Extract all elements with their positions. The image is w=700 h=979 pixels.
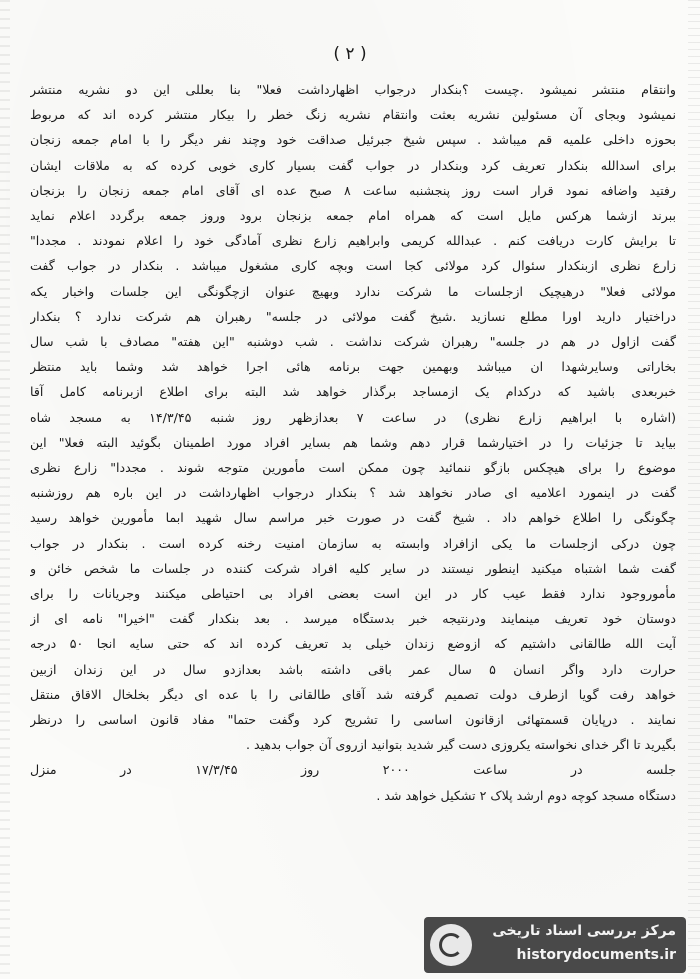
body-line: خواهد رفت گویا ازطرف دولت تصمیم گرفته شد آقای طالقانی را با عده ای دیگر بخلخال الاقاق منتقل	[30, 686, 676, 702]
document-body	[30, 77, 676, 808]
body-line: گفت ازاول در هم در جلسه" رهبران شرکت نداشت . شب دوشنبه "این هفته" مصادف با شب سال	[30, 334, 676, 350]
body-line: بخاراتی وسایرشهدا ان میباشد وبهمین جهت برنامه هائی اجرا خواهد شد وشما باید منتظر	[30, 359, 676, 375]
body-line: مولائی فعلا" درهیچیک ازجلسات ما شرکت ندارد وبهیچ عنوان ازچگونگی این جلسات واخبار یکه	[30, 283, 676, 299]
body-line: تا برایش کارت دریافت کنم . عبدالله کریمی وابراهیم زارع نظری آمادگی خود را اعلام نمودند . مجددا"	[30, 233, 676, 249]
scan-edge-right	[688, 0, 700, 979]
body-line: گفت شما اشتباه میکنید اینطور نیستند در سایر کلیه افراد شرکت کننده در جلسات ما شخص خائن و	[30, 560, 676, 576]
body-line: دستگاه مسجد کوچه دوم ارشد پلاک ۲ تشکیل خواهد شد .	[376, 787, 676, 803]
body-line: آیت الله طالقانی داشتیم که ازوضع زندان خیلی بد تعریف کرده اند که حتی سایه انجا ۵۰ درجه	[30, 636, 676, 652]
body-line: رفتید واضافه نمود قرار است روز پنجشنبه ساعت ۸ صبح عده ای آقای امام جمعه زنجان را بزنجان	[30, 182, 676, 198]
body-line: چون درکی ازجلسات ما یکی ازافراد وابسته به سازمان امنیت رخنه کرده است . بنکدار در جواب	[30, 535, 676, 551]
body-line: بیاید تا جزئیات را در اختیارشما قرار دهم وشما هم بسایر افراد مورد اطمینان بگوئید البته فعلا" این	[30, 434, 676, 450]
body-line: چگونگی را اطلاع خواهم داد . شیخ گفت در صورت خبر مراسم سال شهید ابما مأمورین خواهد رسید	[30, 510, 676, 526]
body-line: نمایند . درپایان قسمتهائی ازقانون اساسی را تشریح کرد وگفت حتما" مفاد قانون اساسی را درنظر	[30, 712, 676, 728]
watermark-url: historydocuments.ir	[516, 947, 676, 963]
body-line: دوستان خود تعریف مینمایند ودرنتیجه خبر بدستگاه میرسد . بعد بنکدار گفت "اخیرا" نامه ای از	[30, 611, 676, 627]
body-line: گفت در اینمورد اعلامیه ای صادر نخواهد شد ؟ بنکدار درجواب اظهارداشت در این باره هم روزشنبه	[30, 485, 676, 501]
scan-edge-left	[0, 0, 10, 979]
body-line: مأموروجود ندارد فقط عیب کار در این است بعضی افراد بی احتیاطی میکنند وجریانات را برای	[30, 586, 676, 602]
body-line: وانتقام منتشر نمیشود .چیست ؟بنکدار درجواب اظهارداشت فعلا" بنا بعللی این دو نشریه منتشر	[30, 82, 676, 97]
watermark-title: مرکز بررسی اسناد تاریخی	[492, 923, 676, 939]
body-line: زارع نظری ازبنکدار سئوال کرد مولائی کجا است وبچه کاری مشغول میباشد . بنکدار در جواب گفت	[30, 258, 676, 274]
archive-logo-icon	[430, 924, 472, 966]
body-line: خبربعدی باشید که درکدام یک ازمساجد برگذار خواهد شد البته برای اطلاع ازبرنامه کامل آقا	[30, 384, 676, 400]
page-number: ( ۲ )	[333, 44, 367, 64]
body-line: برای اسدالله بنکدار تعریف کرد وبنکدار در جواب گفت بسیار کاری خوبی کرده که به ملاقات ایشان	[30, 157, 676, 173]
body-line: موضوع را برای هیچکس بازگو ننمائید چون ممکن است مأمورین متوجه شوند . مجددا" زارع نظری	[30, 460, 676, 476]
body-line: ببرند ازشما هرکس مایل است که همراه امام جمعه بزنجان برود وروز جمعه برگردد اعلام نماید	[30, 208, 676, 224]
body-line: جلسه در ساعت ۲۰۰۰ روز ۱۷/۳/۴۵ در منزل	[30, 762, 676, 778]
body-line: حرارت دارد واگر انسان ۵ سال عمر باقی داشته باشد بعدازدو سال در این زندان ازبین	[30, 661, 676, 677]
body-line: دراختیار دارید اورا مطلع نسازید .شیخ گفت مولائی در جلسه" رهبران هم شرکت ندارد ؟ بنکدار	[30, 308, 676, 324]
body-line: نمیشود وبجای آن مسئولین نشریه بعثت وانتقام نشریه زنگ خطر را بیکار منتشر کرده اند که مربوط	[30, 107, 676, 123]
body-line: بگیرید تا اگر خدای نخواسته یکروزی دست گیر شدید بتوانید ازروی آن جواب بدهید .	[245, 737, 676, 753]
body-line: بحوزه داخلی علمیه قم میباشد . سپس شیخ جبرئیل صداقت خود وچند نفر دیگر را با امام جمعه زنجان	[30, 132, 676, 148]
watermark	[424, 917, 686, 973]
body-line: (اشاره با ابراهیم زارع نظری) در ساعت ۷ بعدازظهر روز شنبه ۱۴/۳/۴۵ به مسجد شاه	[30, 409, 676, 425]
